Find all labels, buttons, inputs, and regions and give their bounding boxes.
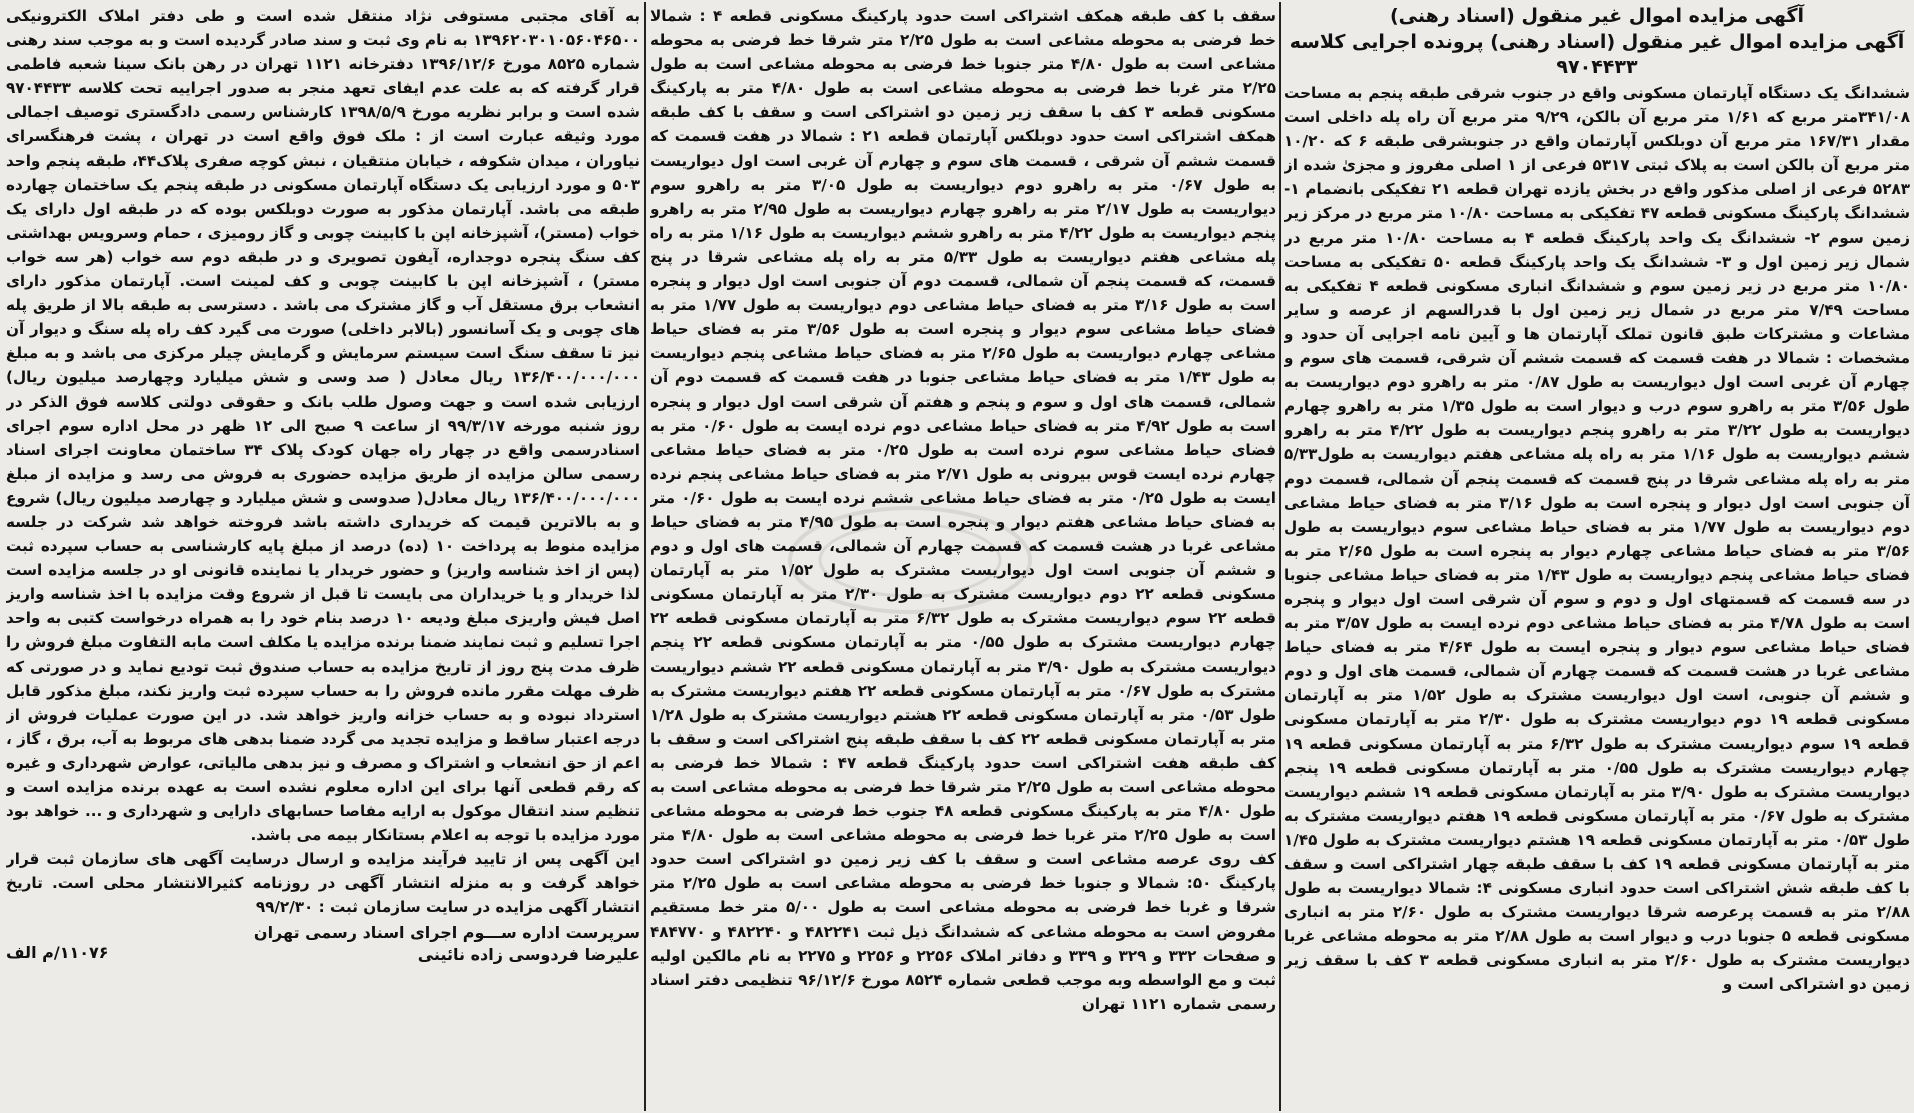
column-divider-right bbox=[1279, 2, 1281, 1111]
column-right-text: ششدانگ یک دستگاه آپارتمان مسکونی واقع در جنوب شرقی طبقه پنجم به مساحت ۳۴۱/۰۸متر مربع که ۱/۶۱ متر مربع آن بالکن، ۹/۲۹ متر مربع آن راه پله داخلی است مقدار ۱۶۷/۳۱ متر مربع آن دوبلکس آپارتمان واقع در جنوبشرقی طبقه ۶ که ۱۰/۲۰ متر مربع آن بالکن است به پلاک ثبتی ۵۳۱۷ فرعی از ۱ اصلی مفروز و مجزیٰ شده از ۵۲۸۳ فرعی از اصلی مذکور واقع در بخش یازده تهران قطعه ۲۱ تفکیکی بانضمام ۱- ششدانگ پارکینگ مسکونی قطعه ۴۷ تفکیکی به مساحت ۱۰/۸۰ متر مربع در مرکز زیر زمین سوم ۲- ششدانگ یک واحد پارکینگ قطعه ۴ به مساحت ۱۰/۸۰ متر مربع در شمال زیر زمین اول و ۳- ششدانگ یک واحد پارکینگ قطعه ۵۰ تفکیکی به مساحت ۱۰/۸۰ متر مربع در زیر زمین سوم و ششدانگ انباری مسکونی قطعه ۴ تفکیکی به مساحت ۷/۴۹ متر مربع در شمال زیر زمین اول با قدرالسهم از عرصه و سایر مشاعات و مشترکات طبق قانون تملک آپارتمان ها و آیین نامه اجرایی آن حدود و مشخصات : شمالا در هفت قسمت که قسمت ششم آن شرقی، قسمت های سوم و چهارم آن غربی است اول دیواریست به طول ۰/۸۷ متر به راهرو دوم دیواریست به طول ۳/۵۶ متر به راهرو سوم درب و دیوار است به طول ۱/۳۵ متر به راهرو چهارم دیواریست به طول ۳/۲۲ متر به راهرو پنجم دیواریست به طول ۴/۲۲ متر به راهرو ششم دیواریست به طول ۱/۱۶ متر به راه پله مشاعی هفتم دیواریست به طول۵/۳۳ متر به راه پله مشاعی شرقا در پنج قسمت که قسمت پنجم آن شمالی، قسمت دوم آن جنوبی است اول دیوار و پنجره است به طول ۳/۱۶ متر به فضای حیاط مشاعی دوم دیواریست به طول ۱/۷۷ متر به فضای حیاط مشاعی سوم دیواریست به طول ۳/۵۶ متر به فضای حیاط مشاعی چهارم دیوار به پنجره است به طول ۲/۶۵ متر به فضای حیاط مشاعی پنجم دیواریست به طول ۱/۴۳ متر به فضای حیاط مشاعی جنوبا در سه قسمت که قسمتهای اول و دوم و سوم آن شرقی است اول دیوار و پنجره است به طول ۴/۷۸ متر به فضای حیاط مشاعی دوم نرده ایست به طول ۳/۵۷ متر به فضای حیاط مشاعی سوم دیوار و پنجره ایست به طول ۴/۶۴ متر به فضای حیاط مشاعی غربا در هشت قسمت که قسمت چهارم آن شمالی، قسمت های اول و دوم و ششم آن جنوبی، است اول دیواریست مشترک به طول ۱/۵۲ متر به آپارتمان مسکونی قطعه ۱۹ دوم دیواریست مشترک به طول ۲/۳۰ متر به آپارتمان مسکونی قطعه ۱۹ سوم دیواریست مشترک به طول ۶/۳۲ متر به آپارتمان مسکونی قطعه ۱۹ چهارم دیواریست مشترک به طول ۰/۵۵ متر به آپارتمان مسکونی قطعه ۱۹ پنجم دیواریست مشترک به طول ۳/۹۰ متر به آپارتمان مسکونی قطعه ۱۹ ششم دیواریست مشترک به طول ۰/۶۷ متر به آپارتمان مسکونی قطعه ۱۹ هفتم دیواریست مشترک به طول ۰/۵۳ متر به آپارتمان مسکونی قطعه ۱۹ هشتم دیواریست مشترک به طول ۱/۴۵ متر به آپارتمان مسکونی قطعه ۱۹ کف با سقف طبقه چهار اشتراکی است و سقف با کف طبقه شش اشتراکی است حدود انباری مسکونی ۴: شمالا دیواریست به طول ۲/۸۸ متر به قسمت پرعرصه شرقا دیواریست مشترک به طول ۲/۶۰ متر به انباری مسکونی قطعه ۵ جنوبا درب و دیوار است به طول ۲/۸۸ متر به محوطه مشاعی غربا دیواریست مشترک به طول ۲/۶۰ متر به انباری مسکونی قطعه ۳ کف با سقف زیر زمین دو اشتراکی است و bbox=[1284, 84, 1910, 994]
column-middle-text: سقف با کف طبقه همکف اشتراکی است حدود پارکینگ مسکونی قطعه ۴ : شمالا خط فرضی به محوطه مشاعی است به طول ۲/۲۵ متر شرقا خط فرضی به محوطه مشاعی است به طول ۴/۸۰ متر جنوبا خط فرضی به محوطه مشاعی است به طول ۲/۲۵ متر غربا خط فرضی به محوطه مشاعی است به طول ۴/۸۰ متر به پارکینگ مسکونی قطعه ۳ کف با سقف زیر زمین دو اشتراکی است و سقف با کف طبقه همکف اشتراکی است حدود دوبلکس آپارتمان قطعه ۲۱ : شمالا در هفت قسمت که قسمت ششم آن شرقی ، قسمت های سوم و چهارم آن غربی است اول دیواریست به طول ۰/۶۷ متر به راهرو دوم دیواریست به طول ۳/۰۵ متر به راهرو سوم دیواریست به طول ۲/۱۷ متر به راهرو چهارم دیواریست به طول ۲/۹۵ متر به راهرو پنجم دیواریست به طول ۴/۲۲ متر به راهرو ششم دیواریست به طول ۱/۱۶ متر به راه پله مشاعی هفتم دیواریست به طول ۵/۳۳ متر به راه پله مشاعی شرقا در پنج قسمت، که قسمت پنجم آن شمالی، قسمت دوم آن جنوبی است اول دیوار و پنجره است به طول ۳/۱۶ متر به فضای حیاط مشاعی دوم دیواریست به طول ۱/۷۷ متر به فضای حیاط مشاعی سوم دیوار و پنجره است به طول ۳/۵۶ متر به فضای حیاط مشاعی چهارم دیواریست به طول ۲/۶۵ متر به فضای حیاط مشاعی پنجم دیواریست به طول ۱/۴۳ متر به فضای حیاط مشاعی جنوبا در هفت قسمت که قسمت دوم آن شمالی، قسمت های اول و سوم و پنجم و هفتم آن شرقی است اول دیوار و پنجره است به طول ۴/۹۲ متر به فضای حیاط مشاعی دوم نرده ایست به طول ۰/۶۰ متر به فضای حیاط مشاعی سوم نرده است به طول ۰/۲۵ متر به فضای حیاط مشاعی چهارم نرده ایست قوس بیرونی به طول ۲/۷۱ متر به فضای حیاط مشاعی پنجم نرده ایست به طول ۰/۲۵ متر به فضای حیاط مشاعی ششم نرده ایست به طول ۰/۶۰ متر به فضای حیاط مشاعی هفتم دیوار و پنجره است به طول ۴/۹۵ متر به فضای حیاط مشاعی غربا در هشت قسمت که قسمت چهارم آن شمالی، قسمت های اول و دوم و ششم آن جنوبی است اول دیواریست مشترک به طول ۱/۵۲ متر به آپارتمان مسکونی قطعه ۲۲ دوم دیواریست مشترک به طول ۲/۳۰ متر به آپارتمان مسکونی قطعه ۲۲ سوم دیواریست مشترک به طول ۶/۳۲ متر به آپارتمان مسکونی قطعه ۲۲ چهارم دیواریست مشترک به طول ۰/۵۵ متر به آپارتمان مسکونی قطعه ۲۲ پنجم دیواریست مشترک به طول ۳/۹۰ متر به آپارتمان مسکونی قطعه ۲۲ ششم دیواریست مشترک به طول ۰/۶۷ متر به آپارتمان مسکونی قطعه ۲۲ هفتم دیواریست مشترک به طول ۰/۵۳ متر به آپارتمان مسکونی قطعه ۲۲ هشتم دیواریست مشترک به طول ۱/۲۸ متر به آپارتمان مسکونی قطعه ۲۲ کف با سقف طبقه پنج اشتراکی است و سقف با کف طبقه هفت اشتراکی است حدود پارکینگ قطعه ۴۷ : شمالا خط فرضی به محوطه مشاعی است به طول ۲/۲۵ متر شرقا خط فرضی به محوطه مشاعی است به طول ۴/۸۰ متر به پارکینگ مسکونی قطعه ۴۸ جنوب خط فرضی به محوطه مشاعی است به طول ۲/۲۵ متر غربا خط فرضی به محوطه مشاعی است به طول ۴/۸۰ متر کف روی عرصه مشاعی است و سقف با کف زیر زمین دو اشتراکی است حدود پارکینگ ۵۰: شمالا و جنوبا خط فرضی به محوطه مشاعی است به طول ۲/۲۵ متر شرقا و غربا خط فرضی به محوطه مشاعی است به طول ۵/۰۰ متر خط مستقیم مفروض است به محوطه مشاعی که ششدانگ ذیل ثبت ۴۸۲۲۴۱ و ۴۸۲۲۴۰ و ۴۸۴۷۷۰ و صفحات ۳۳۲ و ۳۲۹ و ۳۳۹ و دفاتر املاک ۲۲۵۶ و ۲۲۵۶ و ۲۲۷۵ به نام مالکین اولیه ثبت و مع الواسطه وبه موجب قطعی شماره ۸۵۲۴ مورخ ۹۶/۱۲/۶ تنظیمی دفتر اسناد رسمی شماره ۱۱۲۱ تهران bbox=[650, 7, 1276, 1013]
signature-title: سرپرست اداره ســـوم اجرای اسناد رسمی تهران bbox=[253, 922, 640, 942]
signature-text bbox=[254, 922, 640, 966]
column-left bbox=[6, 4, 640, 1109]
column-left-text: به آقای مجتبی مستوفی نژاد منتقل شده است و طی دفتر املاک الکترونیکی ۱۳۹۶۲۰۳۰۱۰۵۶۰۴۶۵۰۰ به نام وی ثبت و سند صادر گردیده است و به موجب سند رهنی شماره ۸۵۲۵ مورخ ۱۳۹۶/۱۲/۶ دفترخانه ۱۱۲۱ تهران در رهن بانک سینا شعبه فاطمی قرار گرفته که به علت عدم ایفای تعهد منجر به صدور اجراییه تحت کلاسه ۹۷۰۴۴۳۳ شده است و برابر نظریه مورخ ۱۳۹۸/۵/۹ کارشناس رسمی دادگستری توصیف اجمالی مورد وثیقه عبارت است از : ملک فوق واقع است در تهران ، پشت فرهنگسرای نیاوران ، میدان شکوفه ، خیابان منتقیان ، نبش کوچه صفری پلاک۴۴، طبقه پنجم واحد ۵۰۳ و مورد ارزیابی یک دستگاه آپارتمان مسکونی در طبقه پنجم یک ساختمان چهارده طبقه می باشد. آپارتمان مذکور به صورت دوبلکس بوده که در طبقه اول دارای یک خواب (مستر)، آشپزخانه اپن با کابینت چوبی و گاز رومیزی ، حمام وسرویس بهداشتی کف سنگ پنجره دوجداره، آیفون تصویری و در طبقه دوم سه خواب (هر سه خواب مستر) ، آشپزخانه اپن با کابینت چوبی و کف لمینت است. آپارتمان مذکور دارای انشعاب برق مستقل آب و گاز مشترک می باشد . دسترسی به طبقه بالا از طریق پله های چوبی و یک آسانسور (بالابر داخلی) صورت می گیرد کف راه پله سنگ و دیوار آن نیز تا سقف سنگ است سیستم سرمایش و گرمایش چیلر مرکزی می باشد و به مبلغ ۱۳۶/۴۰۰/۰۰۰/۰۰۰ ریال معادل ( صد وسی و شش میلیارد وچهارصد میلیون ریال) ارزیابی شده است و جهت وصول طلب بانک و حقوقی دولتی کلاسه فوق الذکر در روز شنبه مورخه ۹۹/۳/۱۷ از ساعت ۹ صبح الی ۱۲ ظهر در محل اداره سوم اجرای اسنادرسمی واقع در چهار راه جهان کودک پلاک ۳۴ ساختمان معاونت اجرای اسناد رسمی سالن مزایده از طریق مزایده حضوری به فروش می رسد و مزایده از مبلغ ۱۳۶/۴۰۰/۰۰۰/۰۰۰ ریال معادل( صدوسی و شش میلیارد و چهارصد میلیون ریال) شروع و به بالاترین قیمت که خریداری داشته باشد فروخته خواهد شد شرکت در جلسه مزایده منوط به پرداخت ۱۰ (ده) درصد از مبلغ پایه کارشناسی به حساب سپرده ثبت (پس از اخذ شناسه واریز) و حضور خریدار یا نماینده قانونی او در جلسه مزایده است لذا خریدار و یا خریداران می بایست تا قبل از شروع وقت مزایده با اخذ شناسه واریز اصل فیش واریزی مبلغ ودیعه ۱۰ درصد بنام خود را به همراه درخواست کتبی به واحد اجرا تسلیم و ثبت نمایند ضمنا برنده مزایده یا مکلف است مابه التفاوت مبلغ فروش را ظرف مدت پنج روز از تاریخ مزایده به حساب صندوق ثبت تودیع نماید و در صورتی که ظرف مهلت مقرر مانده فروش را به حساب سپرده ثبت واریز نکند، مبلغ مذکور قابل استرداد نبوده و به حساب خزانه واریز خواهد شد. در این صورت عملیات فروش از درجه اعتبار ساقط و مزایده تجدید می گردد ضمنا بدهی های مربوط به آب، برق ، گاز ، اعم از حق انشعاب و اشتراک و مصرف و نیز بدهی مالیاتی، عوارض شهرداری و غیره که رقم قطعی آنها برای این اداره معلوم نشده است به عهده برنده مزایده است و تنظیم سند انتقال موکول به ارایه مفاصا حسابهای دارایی و شهرداری و ... خواهد بود مورد مزایده با توجه به اعلام بستانکار بیمه می باشد. این آگهی پس از تایید فرآیند مزایده و ارسال درسایت آگهی های سازمان ثبت قرار خواهد گرفت و به منزله انتشار آگهی در روزنامه کثیرالانتشار محلی است. تاریخ انتشار آگهی مزایده در سایت سازمان ثبت : ۹۹/۲/۳۰ bbox=[6, 7, 640, 917]
notice-code: ۱۱۰۷۶/م الف bbox=[6, 943, 109, 963]
column-divider-left bbox=[644, 2, 646, 1111]
notice-title-2: آگهی مزایده اموال غیر منقول (اسناد رهنی) پرونده اجرایی کلاسه ۹۷۰۴۴۳۳ bbox=[1289, 31, 1905, 78]
signature-block bbox=[6, 922, 640, 966]
column-middle bbox=[650, 4, 1276, 1109]
signature-name: علیرضا فردوسی زاده نائینی bbox=[417, 944, 640, 964]
column-right bbox=[1284, 4, 1910, 1109]
notice-title-1: آگهی مزایده اموال غیر منقول (اسناد رهنی) bbox=[1389, 5, 1805, 27]
